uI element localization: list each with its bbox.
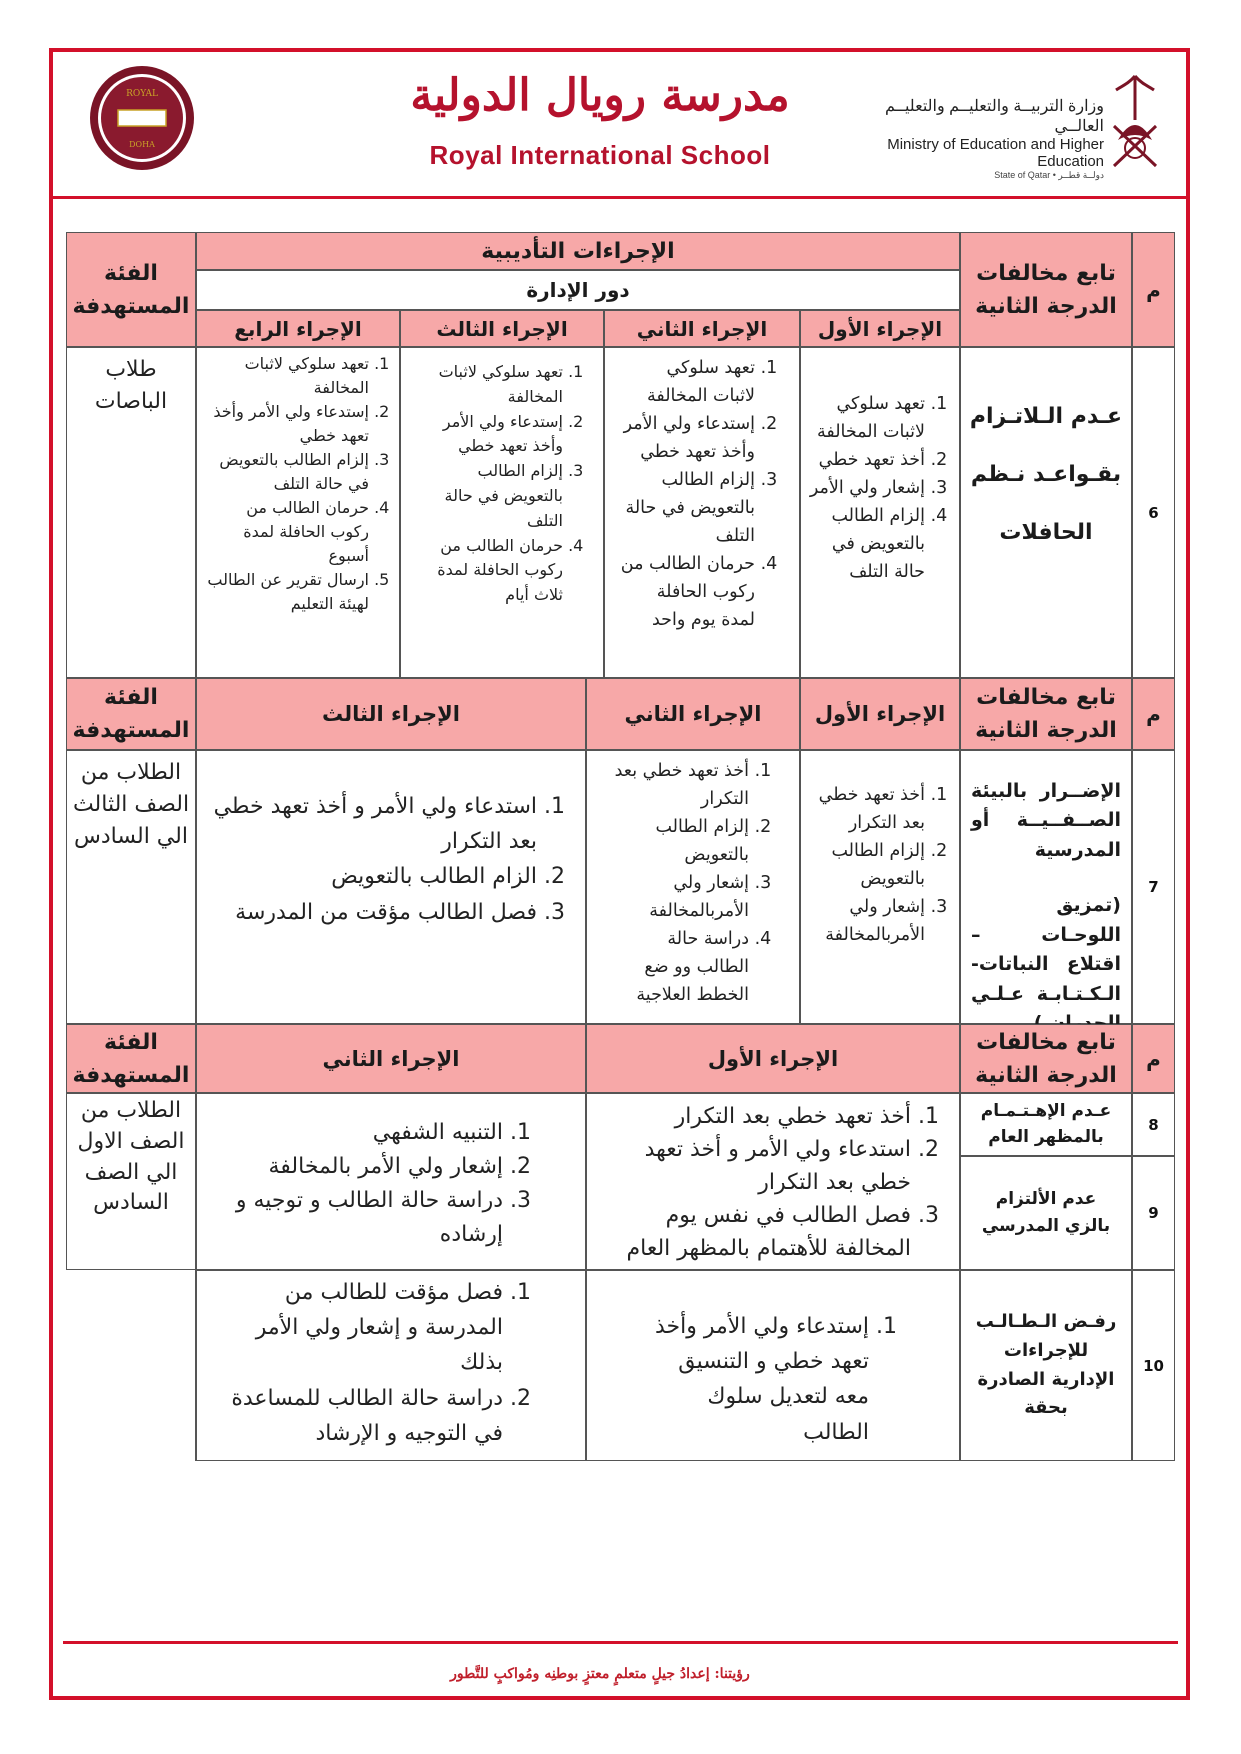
action-item: 2. إستدعاء ولي الأمر وأخذ تعهد خطي: [207, 400, 369, 448]
col-header-first-action: الإجراء الأول: [800, 678, 960, 750]
col-header-third-action: الإجراء الثالث: [400, 310, 604, 347]
row6-category: طلاب الباصات: [66, 347, 196, 678]
action-item: 2. إلزام الطالب بالتعويض: [805, 837, 925, 893]
col-header-violation: تابع مخالفات الدرجة الثانية: [960, 1024, 1132, 1093]
violation-text: الإضــرار بالبيئة الصــفــيــة أو المدرسية: [971, 780, 1121, 861]
col-header-first-action: الإجراء الأول: [800, 310, 960, 347]
col-header-number: م: [1132, 232, 1175, 347]
row-number: 9: [1132, 1156, 1175, 1270]
row-number: 8: [1132, 1093, 1175, 1156]
col-header-admin-role: دور الإدارة: [196, 270, 960, 310]
row7-second-action: [586, 750, 800, 1024]
action-item: 2. إلزام الطالب بالتعويض: [611, 813, 749, 869]
col-header-number: م: [1132, 1024, 1175, 1093]
row-violation: [960, 750, 1132, 1024]
school-crest-icon: [88, 64, 196, 172]
action-item: 4. دراسة حالة الطالب وو ضع الخطط العلاجية: [611, 925, 749, 1009]
action-item: 3. دراسة حالة الطالب و توجيه و إرشاده: [207, 1184, 503, 1252]
row10-category-empty: [66, 1270, 196, 1461]
action-item: 2. دراسة حالة الطالب للمساعدة في التوجيه و الإرشاد: [207, 1381, 503, 1451]
row89-first-action: [586, 1093, 960, 1270]
action-item: 2. الزام الطالب بالتعويض: [207, 859, 537, 894]
svg-text:ROYAL: ROYAL: [126, 89, 158, 99]
row7-category: الطلاب من الصف الثالث الي السادس: [66, 750, 196, 1024]
ministry-name-english: Ministry of Education and Higher Education: [887, 136, 1104, 170]
action-item: 2. أخذ تعهد خطي: [805, 446, 925, 474]
row-violation: عـدم الإهـتـمـام بالمظهر العام: [960, 1093, 1132, 1156]
action-item: 1. أخذ تعهد خطي بعد التكرار: [591, 1100, 911, 1133]
violation-examples: (تمزيق اللوحـات – اقتلاع النباتات- الـكـتـابـة عـلـي: [971, 894, 1121, 1005]
action-item: 4. إلزام الطالب بالتعويض في حالة التلف: [805, 502, 925, 586]
qatar-emblem-icon: [1108, 70, 1162, 174]
row6-second-action: [604, 347, 800, 678]
action-item: 1. أخذ تعهد خطي بعد التكرار: [611, 757, 749, 813]
action-item: 2. استدعاء ولي الأمر و أخذ تعهد خطي بعد التكرار: [591, 1133, 911, 1199]
svg-text:DOHA: DOHA: [129, 140, 155, 149]
action-item: 4. حرمان الطالب من ركوب الحافلة لمدة يوم واحد: [619, 550, 755, 634]
violation-line: بقـواعـد نـظم: [970, 462, 1122, 487]
row10-second-action: [196, 1270, 586, 1461]
school-name-english: Royal International School: [429, 140, 771, 170]
col-header-second-action: الإجراء الثاني: [196, 1024, 586, 1093]
action-item: 2. إستدعاء ولي الأمر وأخذ تعهد خطي: [419, 410, 563, 460]
action-item: 1. إستدعاء ولي الأمر وأخذ تعهد خطي و التنسيق معه لتعديل سلوك الطالب: [647, 1309, 869, 1450]
action-item: 3. إلزام الطالب بالتعويض في حالة التلف: [207, 448, 369, 496]
col-header-violation: تابع مخالفات الدرجة الثانية: [960, 678, 1132, 750]
ministry-name-arabic: وزارة التربيــة والتعليــم والتعليــم العالــي: [884, 98, 1104, 135]
col-header-first-action: الإجراء الأول: [586, 1024, 960, 1093]
state-label: State of Qatar • دولــة قطــر: [994, 170, 1104, 180]
discipline-table: [66, 232, 1175, 1461]
row7-third-action: [196, 750, 586, 1024]
col-header-number: م: [1132, 678, 1175, 750]
row-number: 6: [1132, 347, 1175, 678]
col-header-violation: تابع مخالفات الدرجة الثانية: [960, 232, 1132, 347]
row-number: 7: [1132, 750, 1175, 1024]
action-item: 3. إلزام الطالب بالتعويض في حالة التلف: [419, 459, 563, 533]
footer-divider: [63, 1641, 1178, 1644]
action-item: 1. استدعاء ولي الأمر و أخذ تعهد خطي بعد التكرار: [207, 789, 537, 859]
action-item: 3. إلزام الطالب بالتعويض في حالة التلف: [619, 466, 755, 550]
action-item: 4. حرمان الطالب من ركوب الحافلة لمدة ثلاث أيام: [419, 534, 563, 608]
col-header-procedures: الإجراءات التأديبية: [196, 232, 960, 270]
action-item: 1. تعهد سلوكي لاثبات المخالفة: [419, 360, 563, 410]
row7-first-action: [800, 750, 960, 1024]
row-violation: عدم الألتزام بالزي المدرسي: [960, 1156, 1132, 1270]
ministry-block: [860, 96, 1104, 181]
col-header-fourth-action: الإجراء الرابع: [196, 310, 400, 347]
row6-first-action: [800, 347, 960, 678]
row10-first-action: [586, 1270, 960, 1461]
header-divider: [49, 196, 1190, 199]
action-item: 2. إشعار ولي الأمر بالمخالفة: [207, 1150, 503, 1184]
action-item: 1. أخذ تعهد خطي بعد التكرار: [805, 781, 925, 837]
row89-category: الطلاب من الصف الاول الي الصف السادس: [66, 1093, 196, 1270]
row6-fourth-action: [196, 347, 400, 678]
row-number: 10: [1132, 1270, 1175, 1461]
action-item: 5. ارسال تقرير عن الطالب لهيئة التعليم: [207, 568, 369, 616]
row-violation: رفـض الـطـالـب للإجراءات الإدارية الصادرة بحقة: [960, 1270, 1132, 1461]
row-violation: [960, 347, 1132, 678]
col-header-category: الفئة المستهدفة: [66, 1024, 196, 1093]
col-header-category: الفئة المستهدفة: [66, 232, 196, 347]
col-header-second-action: الإجراء الثاني: [586, 678, 800, 750]
violation-line: عـدم الـلاتـزام: [969, 404, 1123, 429]
school-name-arabic: مدرسة رويال الدولية: [410, 70, 790, 121]
col-header-category: الفئة المستهدفة: [66, 678, 196, 750]
action-item: 3. إشعار ولي الأمر: [805, 474, 925, 502]
action-item: 3. فصل الطالب في نفس يوم المخالفة للأهتمام بالمظهر العام: [591, 1199, 911, 1265]
action-item: 1. التنبيه الشفهي: [207, 1116, 503, 1150]
col-header-third-action: الإجراء الثالث: [196, 678, 586, 750]
action-item: 4. حرمان الطالب من ركوب الحافلة لمدة أسبوع: [207, 496, 369, 568]
action-item: 1. فصل مؤقت للطالب من المدرسة و إشعار ولي الأمر بذلك: [207, 1275, 503, 1381]
action-item: 3. فصل الطالب مؤقت من المدرسة: [207, 895, 537, 930]
row6-third-action: [400, 347, 604, 678]
action-item: 1. تعهد سلوكي لاثبات المخالفة: [805, 390, 925, 446]
action-item: 3. إشعار ولي الأمربالمخالفة: [611, 869, 749, 925]
school-vision: رؤيتنا: إعدادُ جيلٍ متعلمٍ معتزٍ بوطنِه ومُواكبٍ للتَّطور: [450, 1666, 750, 1682]
row89-second-action: [196, 1093, 586, 1270]
action-item: 2. إستدعاء ولي الأمر وأخذ تعهد خطي: [619, 410, 755, 466]
col-header-second-action: الإجراء الثاني: [604, 310, 800, 347]
action-item: 1. تعهد سلوكي لاثبات المخالفة: [619, 354, 755, 410]
violation-line: الحافلات: [999, 520, 1093, 545]
action-item: 3. إشعار ولي الأمربالمخالفة: [805, 893, 925, 949]
action-item: 1. تعهد سلوكي لاثبات المخالفة: [207, 352, 369, 400]
